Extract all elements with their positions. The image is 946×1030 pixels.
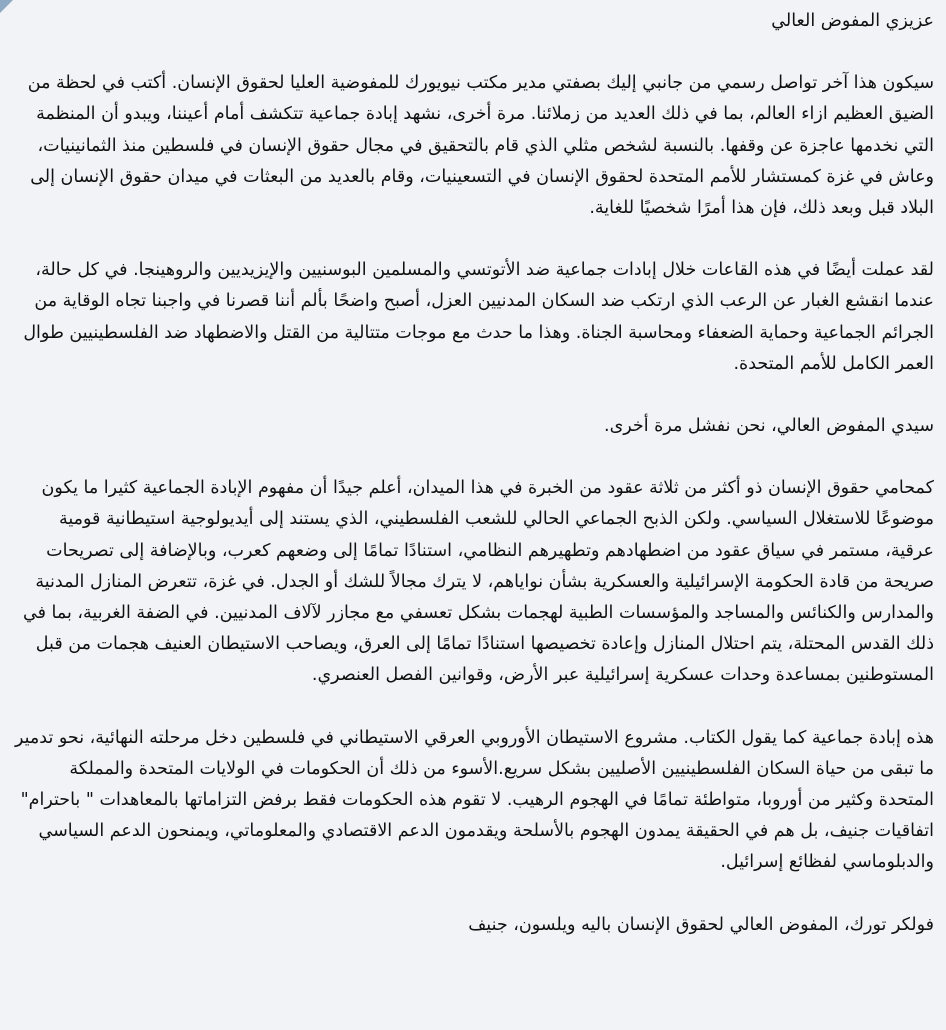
letter-paragraph-2: لقد عملت أيضًا في هذه القاعات خلال إبادات جماعية ضد الأتوتسي والمسلمين البوسنيين والإيزيديين والروهينجا. في كل حالة، عندما انقشع الغبار عن الرعب الذي ارتكب ضد السكان المدنيين العزل، أصبح واضحًا بألم أننا قصرنا في واجبنا تجاه الوقاية من الجرائم الجماعية وحماية الضعفاء ومحاسبة الجناة. وهذا ما حدث مع موجات متتالية من القتل والاضطهاد ضد الفلسطينيين طوال العمر الكامل للأمم المتحدة. (23, 260, 934, 374)
letter-signature: فولكر تورك، المفوض العالي لحقوق الإنسان باليه ويلسون، جنيف (468, 914, 934, 935)
letter-paragraph-3: سيدي المفوض العالي، نحن نفشل مرة أخرى. (604, 416, 934, 437)
letter-paragraph-1: سيكون هذا آخر تواصل رسمي من جانبي إليك بصفتي مدير مكتب نيويورك للمفوضية العليا لحقوق الإنسان. أكتب في لحظة من الضيق العظيم ازاء العالم، بما في ذلك العديد من زملائنا. مرة أخرى، نشهد إبادة جماعية تتكشف أمام أعيننا، ويبدو أن المنظمة التي نخدمها عاجزة عن وقفها. بالنسبة لشخص مثلي الذي قام بالتحقيق في مجال حقوق الإنسان في فلسطين منذ الثمانينيات، وعاش في غزة كمستشار للأمم المتحدة لحقوق الإنسان في التسعينيات، وقام بالعديد من البعثات في ميدان حقوق الإنسان إلى البلاد قبل وبعد ذلك، فإن هذا أمرًا شخصيًا للغاية. (27, 73, 934, 219)
corner-marker (0, 0, 13, 13)
letter-greeting: عزيزي المفوض العالي (771, 11, 934, 31)
letter-paragraph-4: كمحامي حقوق الإنسان ذو أكثر من ثلاثة عقود من الخبرة في هذا الميدان، أعلم جيدًا أن مفهوم الإبادة الجماعية كثيرا ما يكون موضوعًا للاستغلال السياسي. ولكن الذبح الجماعي الحالي للشعب الفلسطيني، الذي يستند إلى أيديولوجية استيطانية قومية عرقية، مستمر في سياق عقود من اضطهادهم وتطهيرهم النظامي، استنادًا تمامًا إلى وضعهم كعرب، وبالإضافة إلى تصريحات صريحة من قادة الحكومة الإسرائيلية والعسكرية بشأن نواياهم، لا يترك مجالاً للشك أو الجدل. في غزة، تتعرض المنازل المدنية والمدارس والكنائس والمساجد والمؤسسات الطبية لهجمات بشكل تعسفي مع مجازر لآلاف المدنيين. في الضفة الغربية، بما في ذلك القدس المحتلة، يتم احتلال المنازل وإعادة تخصيصها استنادًا تمامًا إلى العرق، ويصاحب الاستيطان العنيف هجمات من قبل المستوطنين بمساعدة وحدات عسكرية إسرائيلية عبر الأرض، وقوانين الفصل العنصري. (22, 478, 934, 686)
letter-paragraph-5: هذه إبادة جماعية كما يقول الكتاب. مشروع الاستيطان الأوروبي العرقي الاستيطاني في فلسطين دخل مرحلته النهائية، نحو تدمير ما تبقى من حياة السكان الفلسطينيين الأصليين بشكل سريع.الأسوء من ذلك أن الحكومات في الولايات المتحدة والمملكة المتحدة وكثير من أوروبا، متواطئة تمامًا في الهجوم الرهيب. لا تقوم هذه الحكومات فقط برفض التزاماتها بالمعاهدات " باحترام" اتفاقيات جنيف، بل هم في الحقيقة يمدون الهجوم بالأسلحة ويقدمون الدعم الاقتصادي والمعلوماتي، ويمنحون الدعم السياسي والدبلوماسي لفظائع إسرائيل. (14, 727, 934, 873)
